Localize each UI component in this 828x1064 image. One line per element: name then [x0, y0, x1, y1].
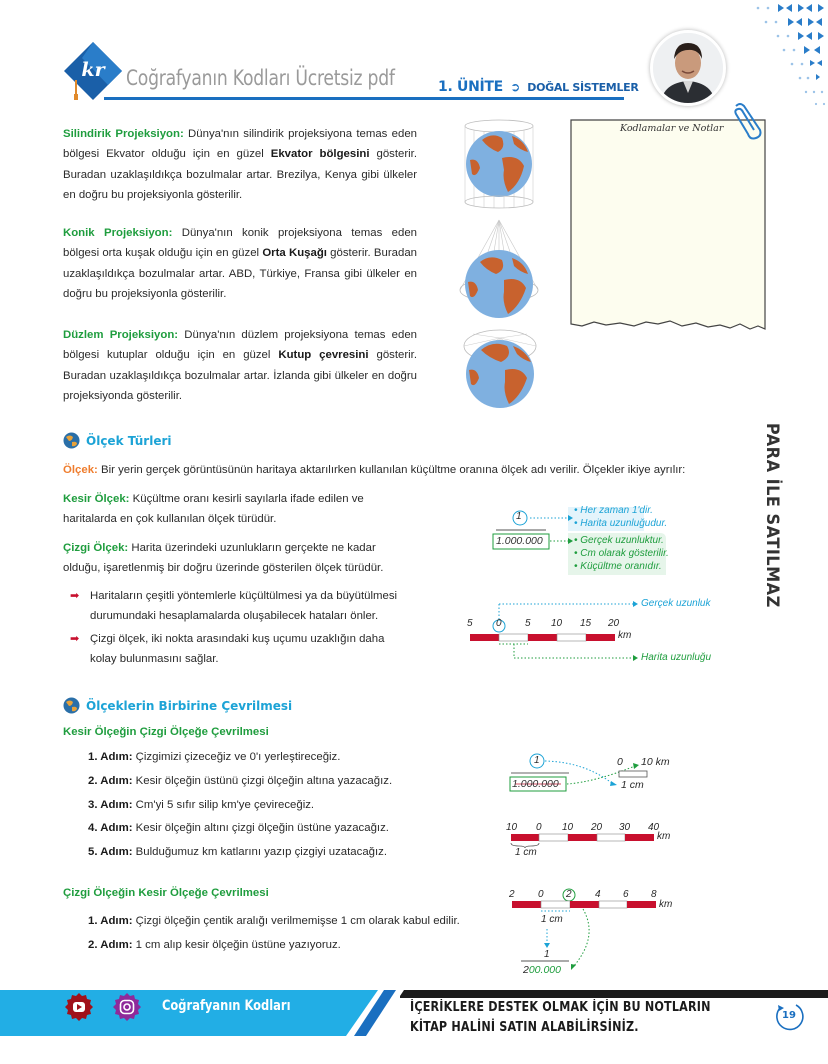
- globe-icon: [63, 697, 80, 714]
- unit-number: 1. ÜNİTE: [438, 79, 503, 95]
- page-number-badge: [774, 1002, 804, 1032]
- page-footer: [0, 988, 828, 1064]
- unit-heading: [438, 76, 639, 95]
- footer-brand: Coğrafyanın Kodları: [162, 998, 291, 1014]
- fraction-to-line-graphics: [505, 752, 685, 862]
- derived-denominator: 200.000: [523, 964, 561, 976]
- list-item: 5. Adım: Bulduğumuz km katlarını yazıp çizgiyi uzatacağız.: [88, 846, 388, 859]
- list-item: ➡ Haritaların çeşitli yöntemlerle küçültülmesi ya da büyütülmesi durumundaki hesaplamalarda oluşabilecek hataları önler.: [70, 586, 410, 626]
- notes-title: Kodlamalar ve Notlar: [620, 123, 724, 134]
- planar-projection-globe: [463, 326, 537, 410]
- fraction-to-line-diagram: 1 1.000.000 0 10 km 1 cm 10 0 10 20 30 40 km 1 cm: [505, 752, 685, 862]
- scale-ticks: 5 0 5 10 15 20: [467, 618, 620, 629]
- unit-arrow-icon: ➲: [510, 80, 520, 94]
- line-scale-definition: Çizgi Ölçek: Harita üzerindeki uzunlukların gerçekte ne kadar olduğu, işaretlenmiş bir doğru üzerinde gösterilen ölçek türüdür.: [63, 542, 384, 575]
- line-to-fraction-heading: Çizgi Ölçeğin Kesir Ölçeğe Çevrilmesi: [63, 887, 269, 899]
- list-item: 1. Adım: Çizgi ölçeğin çentik aralığı verilmemişse 1 cm olarak kabul edilir.: [88, 915, 460, 927]
- arrow-bullet-icon: ➡: [70, 633, 80, 645]
- planar-projection-paragraph: Düzlem Projeksiyon: Dünya'nın düzlem projeksiyona temas eden bölgesi kutuplar olduğu için en güzel Kutup çevresini gösterir. Buradan uzaklaşıldıkça bozulmalar artar. İzlanda gibi ülkeler en doğru projeksiyonda gösterilir.: [63, 329, 418, 403]
- line-scale-benefits: [70, 586, 410, 672]
- person-photo-icon: [653, 33, 723, 103]
- unit-name: DOĞAL SİSTEMLER: [527, 81, 639, 94]
- fraction-to-line-steps: [88, 746, 392, 865]
- list-item: 2. Adım: Kesir ölçeğin üstünü çizgi ölçeğin altına yazacağız.: [88, 774, 393, 787]
- list-item: 3. Adım: Cm'yi 5 sıfır silip km'ye çevireceğiz.: [88, 798, 315, 811]
- denominator-notes: • Gerçek uzunluktur. • Cm olarak gösterilir. • Küçültme oranıdır.: [574, 535, 669, 572]
- list-item: 2. Adım: 1 cm alıp kesir ölçeğin üstüne yazıyoruz.: [88, 938, 341, 951]
- scale-ticks: 10 0 10 20 30 40: [506, 822, 660, 833]
- fraction-scale-diagram: 1 1.000.000 • Her zaman 1'dir. • Harita uzunluğudur. • Gerçek uzunluktur. • Cm olarak gösterilir. • Küçültme oranıdır.: [490, 505, 720, 580]
- globe-icon: [63, 432, 80, 449]
- line-to-fraction-steps: [88, 910, 460, 958]
- list-item: 1. Adım: Çizgimizi çizeceğiz ve 0'ı yerleştireceğiz.: [88, 751, 341, 763]
- cylindrical-projection-globe: [462, 118, 536, 210]
- conic-projection-paragraph: Konik Projeksiyon: Dünya'nın konik projeksiyona temas eden bölgesi orta kuşak olduğu için en güzel Orta Kuşağı gösterir. Buradan uzaklaşıldıkça bozulmalar artar. ABD, Türkiye, Fransa gibi ülkeler en doğru bu projeksiyonla gösterilir.: [63, 227, 417, 301]
- author-avatar: [650, 30, 726, 106]
- paperclip-icon: [730, 102, 764, 142]
- numerator-notes: • Her zaman 1'dir. • Harita uzunluğudur.: [574, 505, 668, 529]
- notes-paper[interactable]: [570, 119, 766, 334]
- conic-projection-globe: [458, 218, 540, 322]
- fraction-scale-definition: Kesir Ölçek: Küçültme oranı kesirli sayılarla ifade edilen ve haritalarda en çok kullanılan ölçek türüdür.: [63, 493, 364, 526]
- line-scale-diagram: 5 0 5 10 15 20 km Gerçek uzunluk Harita uzunluğu: [465, 596, 725, 666]
- youtube-icon[interactable]: [64, 992, 94, 1022]
- page-number: 19: [782, 1010, 796, 1021]
- publisher-logo: [62, 40, 124, 102]
- arrow-bullet-icon: ➡: [70, 590, 80, 602]
- site-title: Coğrafyanın Kodları Ücretsiz pdf: [126, 66, 395, 90]
- fraction-to-line-heading: Kesir Ölçeğin Çizgi Ölçeğe Çevrilmesi: [63, 726, 269, 738]
- scale-definition: Ölçek: Bir yerin gerçek görüntüsünün haritaya aktarılırken kullanılan küçültme oranına ölçek adı verilir. Ölçekler ikiye ayrılır:: [63, 464, 686, 476]
- scale-ticks: 2 0 2 4 6 8: [509, 889, 657, 900]
- list-item: ➡ Çizgi ölçek, iki nokta arasındaki kuş uçumu uzaklığın daha kolay bulunmasını sağlar.: [70, 629, 410, 669]
- line-to-fraction-diagram: 2 0 2 4 6 8 km 1 cm 1 200.000: [507, 887, 687, 979]
- conversion-heading: Ölçeklerin Birbirine Çevrilmesi: [63, 697, 292, 714]
- header-divider: [104, 97, 624, 100]
- cylindrical-projection-paragraph: Silindirik Projeksiyon: Dünya'nın silindirik projeksiyona temas eden bölgesi Ekvator olduğu için en güzel Ekvator bölgesini gösterir. Buradan uzaklaşıldıkça bozulmalar artar. Brezilya, Kenya gibi ülkeler en doğru bu projeksiyonla gösterilir.: [63, 128, 418, 202]
- instagram-icon[interactable]: [112, 992, 142, 1022]
- list-item: 4. Adım: Kesir ölçeğin altını çizgi ölçeğin üstüne yazacağız.: [88, 822, 389, 835]
- scale-types-heading: Ölçek Türleri: [63, 432, 172, 449]
- svg-text:kr: kr: [81, 59, 105, 81]
- not-for-sale-label: PARA İLE SATILMAZ: [762, 422, 782, 608]
- footer-support-message: İÇERİKLERE DESTEK OLMAK İÇİN BU NOTLARIN KİTAP HALİNİ SATIN ALABİLİRSİNİZ.: [410, 1000, 711, 1035]
